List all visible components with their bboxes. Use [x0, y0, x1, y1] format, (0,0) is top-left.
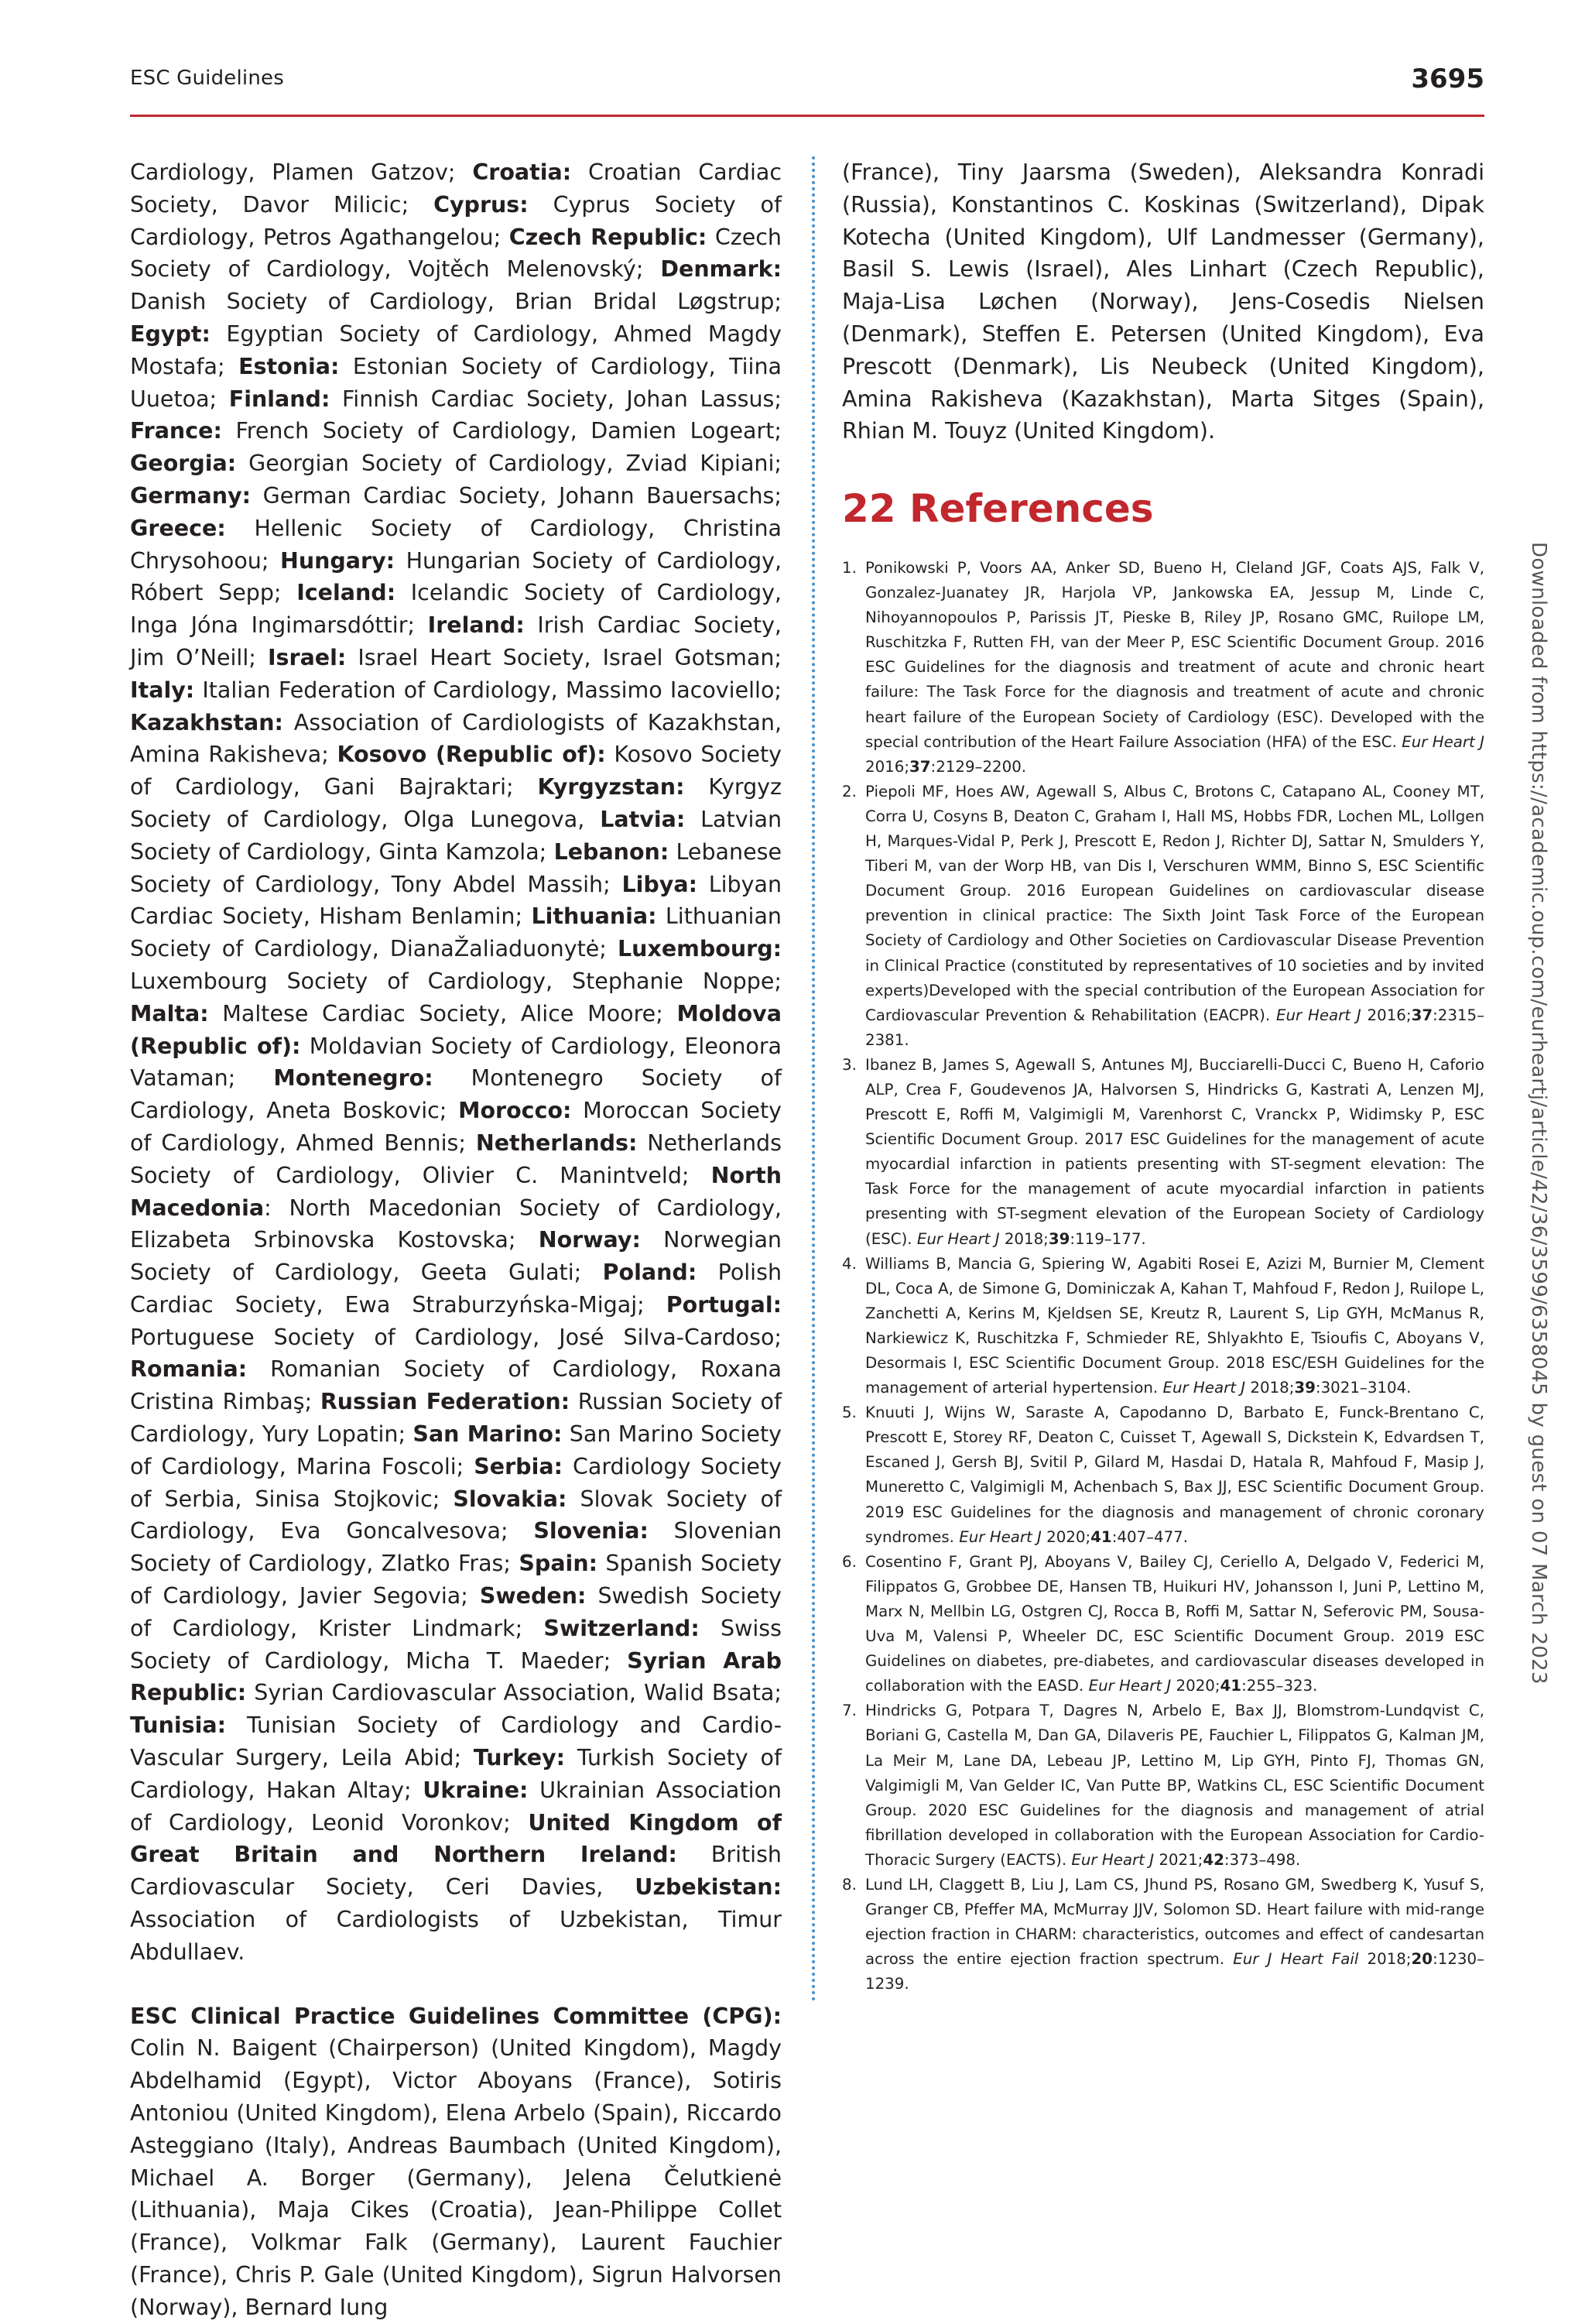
society-country: Latvia: — [600, 806, 686, 832]
society-text: Maltese Cardiac Society, Alice Moore; — [208, 1000, 677, 1027]
reference-pages: :2315–2381. — [865, 1006, 1484, 1049]
page-number: 3695 — [1411, 63, 1484, 94]
society-text: Moldavian Society of Cardiology, Eleonora Vataman; — [130, 1033, 782, 1092]
society-country: Lithuania: — [531, 903, 657, 930]
society-text: Russian Society of Cardiology, Yury Lopatin; — [130, 1389, 782, 1448]
society-text: Lebanese Society of Cardiology, Tony Abdel Massih; — [130, 838, 782, 897]
national-societies-paragraph — [130, 156, 782, 1969]
reference-item — [842, 1873, 1484, 1997]
cpg-continued-paragraph: (France), Tiny Jaarsma (Sweden), Aleksandra Konradi (Russia), Konstantinos C. Koskinas (Switzerland), Dipak Kotecha (United Kingdom), Ulf Landmesser (Germany), Basil S. Lewis (Israel), Ales Linhart (Czech Republic), Maja-Lisa Løchen (Norway), Jens-Cosedis Nielsen (Denmark), Steffen E. Petersen (United Kingdom), Eva Prescott (Denmark), Lis Neubeck (United Kingdom), Amina Rakisheva (Kazakhstan), Marta Sitges (Spain), Rhian M. Touyz (United Kingdom). — [842, 159, 1484, 444]
reference-year: 2018; — [1245, 1379, 1295, 1397]
right-column — [842, 156, 1484, 447]
reference-text: Ponikowski P, Voors AA, Anker SD, Bueno H, Cleland JGF, Coats AJS, Falk V, Gonzalez-Juanatey JR, Harjola VP, Jankowska EA, Jessup M, Linde C, Nihoyannopoulos P, Parissis JT, Pieske B, Riley JP, Rosano GMC, Ruilope LM, Ruschitzka F, Rutten FH, van der Meer P, ESC Scientific Document Group. 2016 ESC Guidelines for the diagnosis and treatment of acute and chronic heart failure: The Task Force for the diagnosis and treatment of acute and chronic heart failure of the European Society of Cardiology (ESC). Developed with the special contribution of the Heart Failure Association (HFA) of the ESC. — [865, 559, 1484, 751]
reference-journal: Eur Heart J — [1088, 1677, 1172, 1695]
reference-volume: 20 — [1411, 1950, 1433, 1969]
society-country: Tunisia: — [130, 1712, 227, 1739]
society-text: Danish Society of Cardiology, Brian Bridal Løgstrup; — [130, 289, 782, 315]
reference-year: 2021; — [1154, 1850, 1203, 1869]
society-country: Luxembourg: — [618, 936, 782, 962]
society-country: Kosovo (Republic of): — [337, 742, 606, 768]
reference-number: 1. — [842, 559, 857, 577]
society-text: Cardiology, Plamen Gatzov; — [130, 159, 473, 185]
society-text: Ukrainian Association of Cardiology, Leonid Voronkov; — [130, 1777, 782, 1836]
reference-volume: 41 — [1220, 1677, 1242, 1695]
reference-number: 3. — [842, 1055, 857, 1074]
reference-item — [842, 1698, 1484, 1873]
reference-item — [842, 1252, 1484, 1401]
reference-year: 2016; — [865, 757, 910, 776]
reference-volume: 39 — [1048, 1229, 1070, 1248]
society-country: Egypt: — [130, 320, 211, 347]
society-country: Denmark: — [660, 256, 782, 283]
society-country: Switzerland: — [543, 1615, 700, 1641]
society-text: Latvian Society of Cardiology, Ginta Kamzola; — [130, 806, 782, 865]
society-text: Hungarian Society of Cardiology, Róbert Sepp; — [130, 547, 782, 606]
society-country: Kazakhstan: — [130, 709, 283, 735]
society-country: Finland: — [228, 386, 330, 412]
cpg-heading: ESC Clinical Practice Guidelines Committee (CPG): — [130, 2003, 782, 2029]
society-country: Montenegro: — [273, 1065, 433, 1092]
society-country: Romania: — [130, 1356, 248, 1383]
reference-item — [842, 556, 1484, 780]
society-country: Portugal: — [666, 1291, 782, 1318]
reference-number: 8. — [842, 1875, 857, 1894]
society-text: Kyrgyz Society of Cardiology, Olga Lunegova, — [130, 774, 782, 832]
society-country: Turkey: — [473, 1745, 566, 1771]
society-country: Spain: — [519, 1551, 598, 1577]
reference-text: Cosentino F, Grant PJ, Aboyans V, Bailey CJ, Ceriello A, Delgado V, Federici M, Filippatos G, Grobbee DE, Hansen TB, Huikuri HV, Johansson I, Juni P, Lettino M, Marx N, Mellbin LG, Ostgren CJ, Rocca B, Roffi M, Sattar N, Seferovic PM, Sousa-Uva M, Valensi P, Wheeler DC, ESC Scientific Document Group. 2019 ESC Guidelines on diabetes, pre-diabetes, and cardiovascular diseases developed in collaboration with the EASD. — [865, 1552, 1484, 1695]
society-country: Slovenia: — [533, 1518, 649, 1544]
society-country: Greece: — [130, 515, 226, 541]
society-text: Cardiology Society of Serbia, Sinisa Stojkovic; — [130, 1453, 782, 1512]
society-text: Moroccan Society of Cardiology, Ahmed Bennis; — [130, 1098, 782, 1156]
society-text: German Cardiac Society, Johann Bauersachs; — [250, 482, 782, 509]
society-text: Association of Cardiologists of Uzbekistan, Timur Abdullaev. — [130, 1907, 782, 1965]
society-country: Iceland: — [296, 580, 396, 606]
society-text: Polish Cardiac Society, Ewa Straburzyńska-Migaj; — [130, 1260, 782, 1318]
society-country: Uzbekistan: — [635, 1874, 782, 1901]
reference-year: 2020; — [1041, 1527, 1091, 1546]
reference-pages: :3021–3104. — [1315, 1379, 1412, 1397]
reference-text: Williams B, Mancia G, Spiering W, Agabiti Rosei E, Azizi M, Burnier M, Clement DL, Coca A, de Simone G, Dominiczak A, Kahan T, Mahfoud F, Redon J, Ruilope L, Zanchetti A, Kerins M, Kjeldsen SE, Kreutz R, Laurent S, Lip GYH, McManus R, Narkiewicz K, Ruschitzka F, Schmieder RE, Shlyakhto E, Tsioufis C, Aboyans V, Desormais I, ESC Scientific Document Group. 2018 ESC/ESH Guidelines for the management of arterial hypertension. — [865, 1254, 1484, 1397]
society-text: Portuguese Society of Cardiology, José Silva-Cardoso; — [130, 1324, 782, 1350]
society-text: Icelandic Society of Cardiology, Inga Jóna Ingimarsdóttir; — [130, 580, 782, 639]
society-text: Swedish Society of Cardiology, Krister Lindmark; — [130, 1583, 782, 1641]
reference-number: 7. — [842, 1702, 857, 1720]
society-text: Estonian Society of Cardiology, Tiina Uuetoa; — [130, 353, 782, 412]
society-text: Norwegian Society of Cardiology, Geeta Gulati; — [130, 1227, 782, 1286]
society-country: France: — [130, 418, 222, 444]
reference-pages: :373–498. — [1224, 1850, 1301, 1869]
reference-volume: 37 — [1411, 1006, 1433, 1024]
society-text: Netherlands Society of Cardiology, Olivier C. Manintveld; — [130, 1129, 782, 1188]
reference-item — [842, 1053, 1484, 1252]
society-text: Croatian Cardiac Society, Davor Milicic; — [130, 159, 782, 218]
running-title: ESC Guidelines — [130, 67, 284, 90]
reference-volume: 39 — [1294, 1379, 1316, 1397]
society-text: British Cardiovascular Society, Ceri Davies, — [130, 1842, 782, 1901]
reference-pages: :407–477. — [1111, 1527, 1189, 1546]
column-divider — [812, 156, 815, 2003]
reference-journal: Eur Heart J — [1071, 1850, 1155, 1869]
reference-volume: 41 — [1090, 1527, 1112, 1546]
society-country: Netherlands: — [475, 1129, 638, 1156]
society-text: French Society of Cardiology, Damien Logeart; — [221, 418, 782, 444]
reference-item — [842, 1550, 1484, 1699]
reference-text: Lund LH, Claggett B, Liu J, Lam CS, Jhund PS, Rosano GM, Swedberg K, Yusuf S, Granger CB, Pfeffer MA, McMurray JJV, Solomon SD. Heart failure with mid-range ejection fraction in CHARM: characteristics, outcomes and effect of candesartan across the entire ejection fraction spectrum. — [865, 1875, 1484, 1969]
download-side-note — [1515, 542, 1562, 1935]
reference-year: 2016; — [1361, 1006, 1412, 1024]
society-text: Lithuanian Society of Cardiology, DianaŽaliaduonytė; — [130, 903, 782, 962]
society-text: Cyprus Society of Cardiology, Petros Agathangelou; — [130, 191, 782, 250]
society-text: Egyptian Society of Cardiology, Ahmed Magdy Mostafa; — [130, 320, 782, 379]
society-country: Russian Federation: — [320, 1389, 570, 1415]
society-country: Sweden: — [479, 1583, 587, 1609]
society-text: Syrian Cardiovascular Association, Walid Bsata; — [246, 1680, 782, 1706]
society-text: Spanish Society of Cardiology, Javier Segovia; — [130, 1551, 782, 1609]
reference-text: Knuuti J, Wijns W, Saraste A, Capodanno D, Barbato E, Funck-Brentano C, Prescott E, Storey RF, Deaton C, Cuisset T, Agewall S, Dickstein K, Edvardsen T, Escaned J, Gersh BJ, Svitil P, Gilard M, Hasdai D, Hatala R, Mahfoud F, Masip J, Muneretto C, Valgimigli M, Achenbach S, Bax JJ, ESC Scientific Document Group. 2019 ESC Guidelines for the diagnosis and management of chronic coronary syndromes. — [865, 1404, 1484, 1546]
society-country: Cyprus: — [433, 191, 529, 218]
reference-number: 4. — [842, 1254, 857, 1273]
cpg-paragraph — [130, 2000, 782, 2324]
society-text: Irish Cardiac Society, Jim O’Neill; — [130, 612, 782, 670]
reference-pages: :2129–2200. — [930, 757, 1027, 776]
society-country: Kyrgyzstan: — [537, 774, 685, 800]
reference-number: 2. — [842, 782, 857, 800]
society-text: Slovak Society of Cardiology, Eva Goncalvesova; — [130, 1486, 782, 1544]
header-rule — [130, 115, 1484, 117]
society-text: Czech Society of Cardiology, Vojtěch Melenovský; — [130, 224, 782, 283]
society-country: Syrian Arab Republic: — [130, 1647, 782, 1706]
reference-journal: Eur Heart J — [1162, 1379, 1246, 1397]
society-text: Tunisian Society of Cardiology and Cardio-Vascular Surgery, Leila Abid; — [130, 1712, 782, 1771]
society-country: Georgia: — [130, 451, 237, 477]
society-country: Norway: — [538, 1227, 641, 1253]
society-text: Libyan Cardiac Society, Hisham Benlamin; — [130, 871, 782, 930]
reference-journal: Eur Heart J — [1402, 732, 1484, 751]
reference-number: 5. — [842, 1404, 857, 1422]
society-text: Association of Cardiologists of Kazakhstan, Amina Rakisheva; — [130, 709, 782, 768]
reference-journal: Eur J Heart Fail — [1233, 1950, 1359, 1969]
society-country: Libya: — [621, 871, 697, 897]
reference-volume: 37 — [909, 757, 931, 776]
society-text: Luxembourg Society of Cardiology, Stephanie Noppe; — [130, 968, 782, 994]
society-country: Hungary: — [279, 547, 395, 574]
society-country: Serbia: — [474, 1453, 563, 1479]
society-country: Ireland: — [427, 612, 525, 639]
reference-pages: :1230–1239. — [865, 1950, 1484, 1993]
reference-pages: :255–323. — [1241, 1677, 1318, 1695]
society-country: San Marino: — [413, 1421, 563, 1448]
society-country: Italy: — [130, 677, 195, 703]
page-header — [130, 63, 1484, 113]
society-text: Slovenian Society of Cardiology, Zlatko Fras; — [130, 1518, 782, 1577]
society-text: Swiss Society of Cardiology, Micha T. Maeder; — [130, 1615, 782, 1674]
society-country: United Kingdom of Great Britain and Northern Ireland: — [130, 1809, 782, 1868]
society-text: Turkish Society of Cardiology, Hakan Altay; — [130, 1745, 782, 1803]
society-country: Poland: — [602, 1260, 697, 1286]
society-text: Montenegro Society of Cardiology, Aneta Boskovic; — [130, 1065, 782, 1124]
reference-text: Hindricks G, Potpara T, Dagres N, Arbelo E, Bax JJ, Blomstrom-Lundqvist C, Boriani G, Castella M, Dan GA, Dilaveris PE, Fauchier L, Filippatos G, Kalman JM, La Meir M, Lane DA, Lebeau JP, Lettino M, Lip GYH, Pinto FJ, Thomas GN, Valgimigli M, Van Gelder IC, Van Putte BP, Watkins CL, ESC Scientific Document Group. 2020 ESC Guidelines for the diagnosis and management of atrial fibrillation developed in collaboration with the European Association for Cardio-Thoracic Surgery (EACTS). — [865, 1702, 1484, 1869]
download-notice-text[interactable]: Downloaded from https://academic.oup.com/eurheartj/article/42/36/3599/6358045 by guest on 07 March 2023 — [1527, 542, 1550, 1685]
reference-number: 6. — [842, 1552, 857, 1571]
society-text: Romanian Society of Cardiology, Roxana Cristina Rimbaş; — [130, 1356, 782, 1415]
society-country: North Macedonia — [130, 1162, 782, 1221]
reference-year: 2020; — [1171, 1677, 1220, 1695]
reference-item — [842, 780, 1484, 1053]
society-text: : North Macedonian Society of Cardiology, Elizabeta Srbinovska Kostovska; — [130, 1195, 782, 1253]
society-text: Kosovo Society of Cardiology, Gani Bajraktari; — [130, 742, 782, 800]
society-text: Italian Federation of Cardiology, Massimo Iacoviello; — [194, 677, 782, 703]
society-country: Slovakia: — [453, 1486, 567, 1512]
society-text: Finnish Cardiac Society, Johan Lassus; — [330, 386, 782, 412]
reference-journal: Eur Heart J — [916, 1229, 1000, 1248]
left-column — [130, 156, 782, 2324]
reference-text: Ibanez B, James S, Agewall S, Antunes MJ, Bucciarelli-Ducci C, Bueno H, Caforio ALP, Crea F, Goudevenos JA, Halvorsen S, Hindricks G, Kastrati A, Lenzen MJ, Prescott E, Roffi M, Valgimigli M, Varenhorst C, Vranckx P, Widimsky P, ESC Scientific Document Group. 2017 ESC Guidelines for the management of acute myocardial infarction in patients presenting with ST-segment elevation: The Task Force for the management of acute myocardial infarction in patients presenting with ST-segment elevation of the European Society of Cardiology (ESC). — [865, 1055, 1484, 1248]
society-country: Germany: — [130, 482, 251, 509]
society-text: Israel Heart Society, Israel Gotsman; — [346, 644, 782, 670]
society-country: Malta: — [130, 1000, 209, 1027]
references-heading: 22 References — [842, 486, 1154, 531]
reference-volume: 42 — [1203, 1850, 1224, 1869]
society-text: San Marino Society of Cardiology, Marina Foscoli; — [130, 1421, 782, 1479]
references-list — [842, 556, 1484, 1997]
reference-pages: :119–177. — [1070, 1229, 1146, 1248]
society-country: Croatia: — [472, 159, 572, 185]
society-country: Moldova (Republic of): — [130, 1000, 782, 1059]
society-country: Israel: — [267, 644, 347, 670]
reference-year: 2018; — [999, 1229, 1049, 1248]
society-text: Hellenic Society of Cardiology, Christina Chrysohoou; — [130, 515, 782, 574]
reference-text: Piepoli MF, Hoes AW, Agewall S, Albus C, Brotons C, Catapano AL, Cooney MT, Corra U, Cosyns B, Deaton C, Graham I, Hall MS, Hobbs FDR, Lochen ML, Lollgen H, Marques-Vidal P, Perk J, Prescott E, Redon J, Richter DJ, Sattar N, Smulders Y, Tiberi M, van der Worp HB, van Dis I, Verschuren WMM, Binno S, ESC Scientific Document Group. 2016 European Guidelines on cardiovascular disease prevention in clinical practice: The Sixth Joint Task Force of the European Society of Cardiology and Other Societies on Cardiovascular Disease Prevention in Clinical Practice (constituted by representatives of 10 societies and by invited experts)Developed with the special contribution of the European Association for Cardiovascular Prevention & Rehabilitation (EACPR). — [865, 782, 1484, 1024]
reference-journal: Eur Heart J — [959, 1527, 1042, 1546]
reference-journal: Eur Heart J — [1275, 1006, 1361, 1024]
society-country: Czech Republic: — [508, 224, 707, 250]
reference-item — [842, 1400, 1484, 1550]
society-country: Estonia: — [238, 353, 340, 379]
society-country: Lebanon: — [553, 838, 669, 865]
society-text: Georgian Society of Cardiology, Zviad Kipiani; — [236, 451, 782, 477]
society-country: Ukraine: — [423, 1777, 529, 1803]
society-country: Morocco: — [458, 1098, 572, 1124]
cpg-members-text: Colin N. Baigent (Chairperson) (United Kingdom), Magdy Abdelhamid (Egypt), Victor Aboyans (France), Sotiris Antoniou (United Kingdom), Elena Arbelo (Spain), Riccardo Asteggiano (Italy), Andreas Baumbach (United Kingdom), Michael A. Borger (Germany), Jelena Čelutkienė (Lithuania), Maja Cikes (Croatia), Jean-Philippe Collet (France), Volkmar Falk (Germany), Laurent Fauchier (France), Chris P. Gale (United Kingdom), Sigrun Halvorsen (Norway), Bernard Iung — [130, 2035, 782, 2320]
reference-year: 2018; — [1358, 1950, 1412, 1969]
